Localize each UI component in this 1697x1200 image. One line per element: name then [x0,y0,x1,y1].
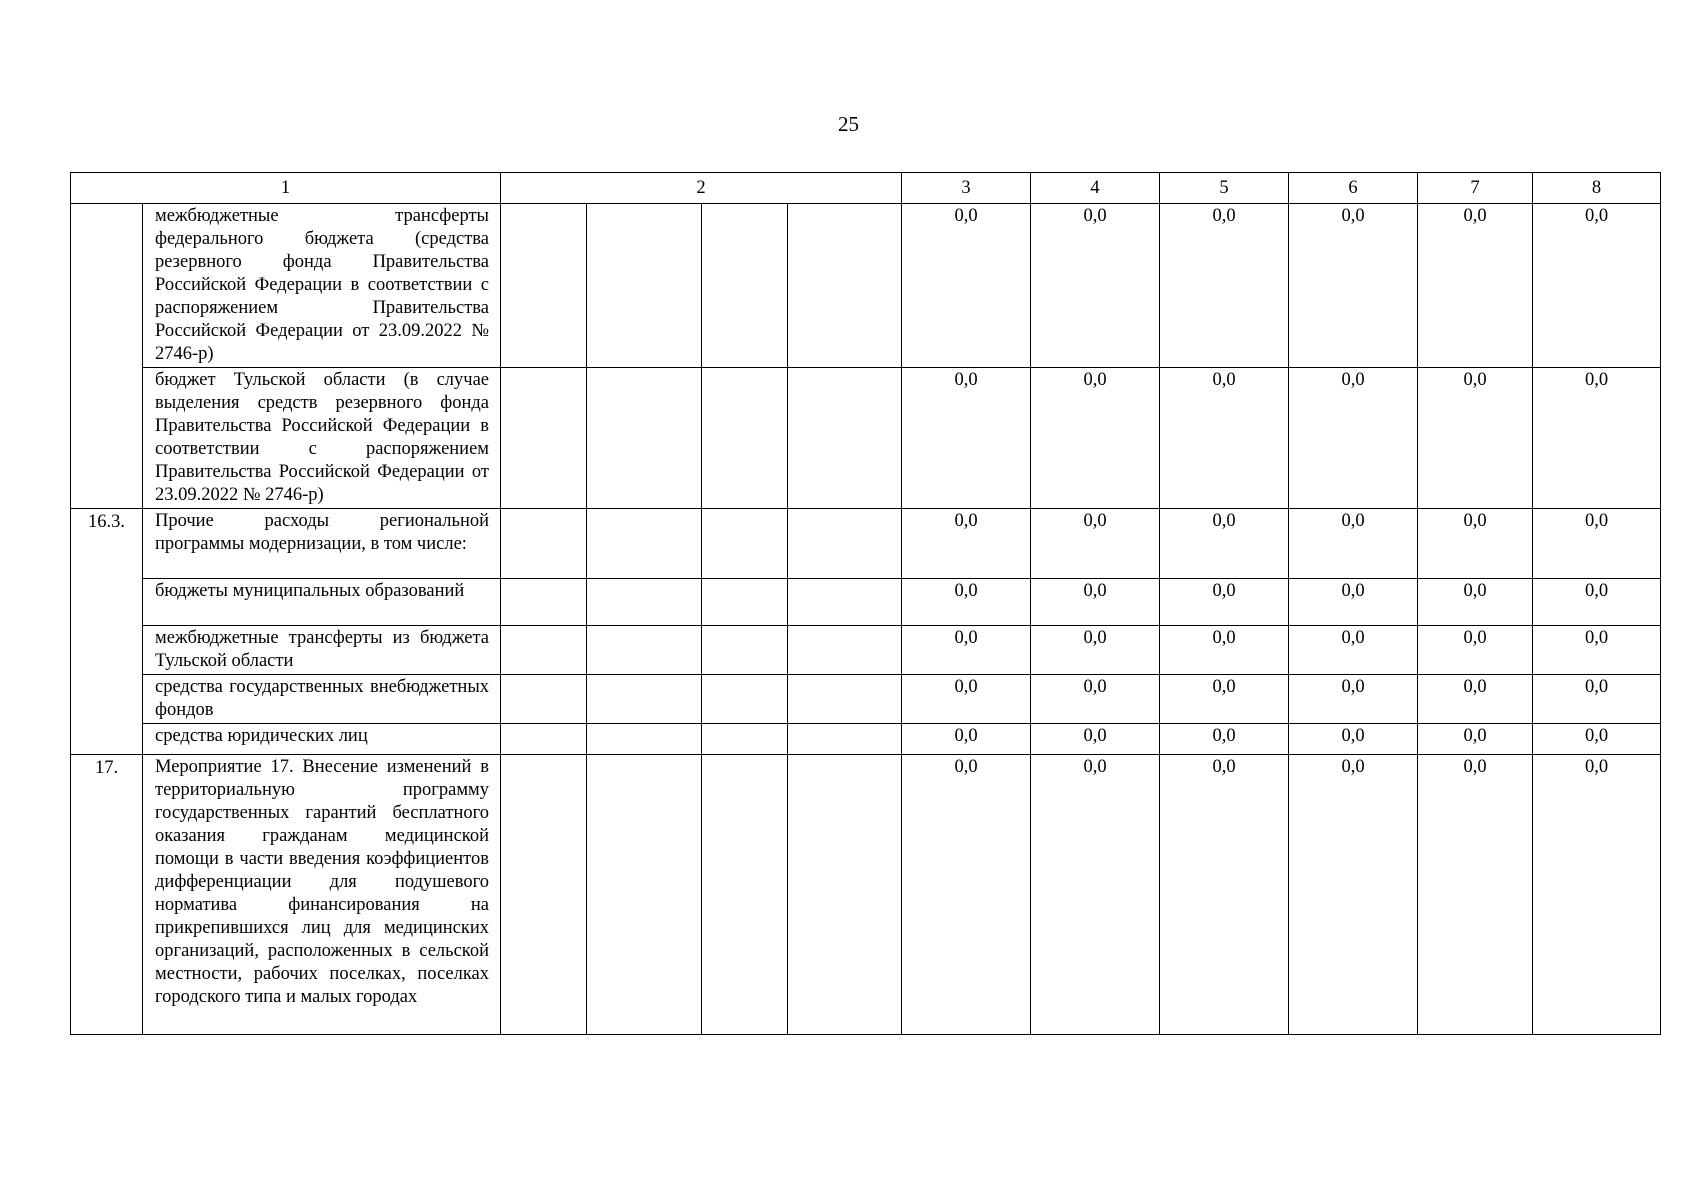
empty-cell [702,368,788,509]
header-row [71,173,1661,204]
value-cell: 0,0 [1031,204,1160,368]
value-cell: 0,0 [1031,626,1160,675]
value-cell: 0,0 [1031,368,1160,509]
row-number [71,579,143,626]
value-cell: 0,0 [1031,509,1160,579]
value-cell: 0,0 [1289,626,1418,675]
value-cell: 0,0 [1160,509,1289,579]
header-cell: 6 [1289,173,1418,204]
value-cell: 0,0 [1160,724,1289,755]
value-cell: 0,0 [1418,675,1533,724]
value-cell: 0,0 [1533,204,1661,368]
empty-cell [501,675,587,724]
table-row [71,626,1661,675]
empty-cell [702,755,788,1035]
page-number: 25 [838,112,859,136]
empty-cell [587,368,702,509]
table-row [71,675,1661,724]
value-cell: 0,0 [1160,204,1289,368]
row-number [71,724,143,755]
value-cell: 0,0 [1533,626,1661,675]
value-cell: 0,0 [1533,675,1661,724]
value-cell: 0,0 [902,509,1031,579]
value-cell: 0,0 [1289,204,1418,368]
value-cell: 0,0 [1533,579,1661,626]
value-cell: 0,0 [1160,755,1289,1035]
empty-cell [702,626,788,675]
row-number [71,204,143,368]
value-cell: 0,0 [1289,579,1418,626]
table-row [71,755,1661,1035]
row-description: средства государственных внебюджетных фондов [143,675,501,724]
value-cell: 0,0 [1289,509,1418,579]
empty-cell [702,204,788,368]
row-description: межбюджетные трансферты из бюджета Тульской области [143,626,501,675]
value-cell: 0,0 [1418,626,1533,675]
row-number [71,675,143,724]
value-cell: 0,0 [1031,755,1160,1035]
empty-cell [788,626,902,675]
value-cell: 0,0 [902,675,1031,724]
value-cell: 0,0 [1160,579,1289,626]
empty-cell [587,579,702,626]
empty-cell [587,724,702,755]
empty-cell [501,368,587,509]
value-cell: 0,0 [1031,675,1160,724]
value-cell: 0,0 [902,204,1031,368]
empty-cell [587,204,702,368]
empty-cell [587,755,702,1035]
empty-cell [587,675,702,724]
table-row [71,724,1661,755]
header-cell: 3 [902,173,1031,204]
empty-cell [702,579,788,626]
value-cell: 0,0 [902,579,1031,626]
empty-cell [501,509,587,579]
value-cell: 0,0 [1418,724,1533,755]
empty-cell [788,755,902,1035]
header-cell: 5 [1160,173,1289,204]
row-number: 16.3. [71,509,143,579]
value-cell: 0,0 [1289,675,1418,724]
row-description: средства юридических лиц [143,724,501,755]
empty-cell [587,626,702,675]
empty-cell [587,509,702,579]
empty-cell [788,675,902,724]
row-description: межбюджетные трансферты федерального бюджета (средства резервного фонда Правительства Российской Федерации в соответствии с распоряжением Правительства Российской Федерации от 23.09.2022 № 2746-р) [143,204,501,368]
empty-cell [501,724,587,755]
empty-cell [788,204,902,368]
header-cell: 2 [501,173,902,204]
header-cell: 1 [71,173,501,204]
value-cell: 0,0 [1031,579,1160,626]
budget-table [70,172,1661,1035]
value-cell: 0,0 [902,755,1031,1035]
value-cell: 0,0 [1533,755,1661,1035]
row-number: 17. [71,755,143,1035]
empty-cell [501,755,587,1035]
header-cell: 7 [1418,173,1533,204]
row-description: Мероприятие 17. Внесение изменений в территориальную программу государственных гарантий бесплатного оказания гражданам медицинской помощи в части введения коэффициентов дифференциации для подушевого норматива финансирования на прикрепившихся лиц для медицинских организаций, расположенных в сельской местности, рабочих поселках, поселках городского типа и малых городах [143,755,501,1035]
row-number [71,626,143,675]
empty-cell [501,204,587,368]
empty-cell [788,368,902,509]
empty-cell [788,509,902,579]
empty-cell [702,509,788,579]
value-cell: 0,0 [902,626,1031,675]
value-cell: 0,0 [1418,755,1533,1035]
empty-cell [702,724,788,755]
row-description: Прочие расходы региональной программы модернизации, в том числе: [143,509,501,579]
value-cell: 0,0 [1160,626,1289,675]
value-cell: 0,0 [1289,368,1418,509]
table-row [71,204,1661,368]
value-cell: 0,0 [1160,675,1289,724]
row-number [71,368,143,509]
value-cell: 0,0 [1289,755,1418,1035]
value-cell: 0,0 [1533,368,1661,509]
value-cell: 0,0 [902,368,1031,509]
value-cell: 0,0 [1160,368,1289,509]
table-row [71,579,1661,626]
value-cell: 0,0 [1418,579,1533,626]
value-cell: 0,0 [1031,724,1160,755]
empty-cell [788,579,902,626]
value-cell: 0,0 [1418,204,1533,368]
value-cell: 0,0 [1533,509,1661,579]
empty-cell [702,675,788,724]
row-description: бюджеты муниципальных образований [143,579,501,626]
table-row [71,368,1661,509]
value-cell: 0,0 [1289,724,1418,755]
table-row [71,509,1661,579]
row-description: бюджет Тульской области (в случае выделения средств резервного фонда Правительства Российской Федерации в соответствии с распоряжением Правительства Российской Федерации от 23.09.2022 № 2746-р) [143,368,501,509]
value-cell: 0,0 [1418,509,1533,579]
empty-cell [501,626,587,675]
header-cell: 4 [1031,173,1160,204]
empty-cell [501,579,587,626]
header-cell: 8 [1533,173,1661,204]
value-cell: 0,0 [902,724,1031,755]
empty-cell [788,724,902,755]
value-cell: 0,0 [1533,724,1661,755]
value-cell: 0,0 [1418,368,1533,509]
